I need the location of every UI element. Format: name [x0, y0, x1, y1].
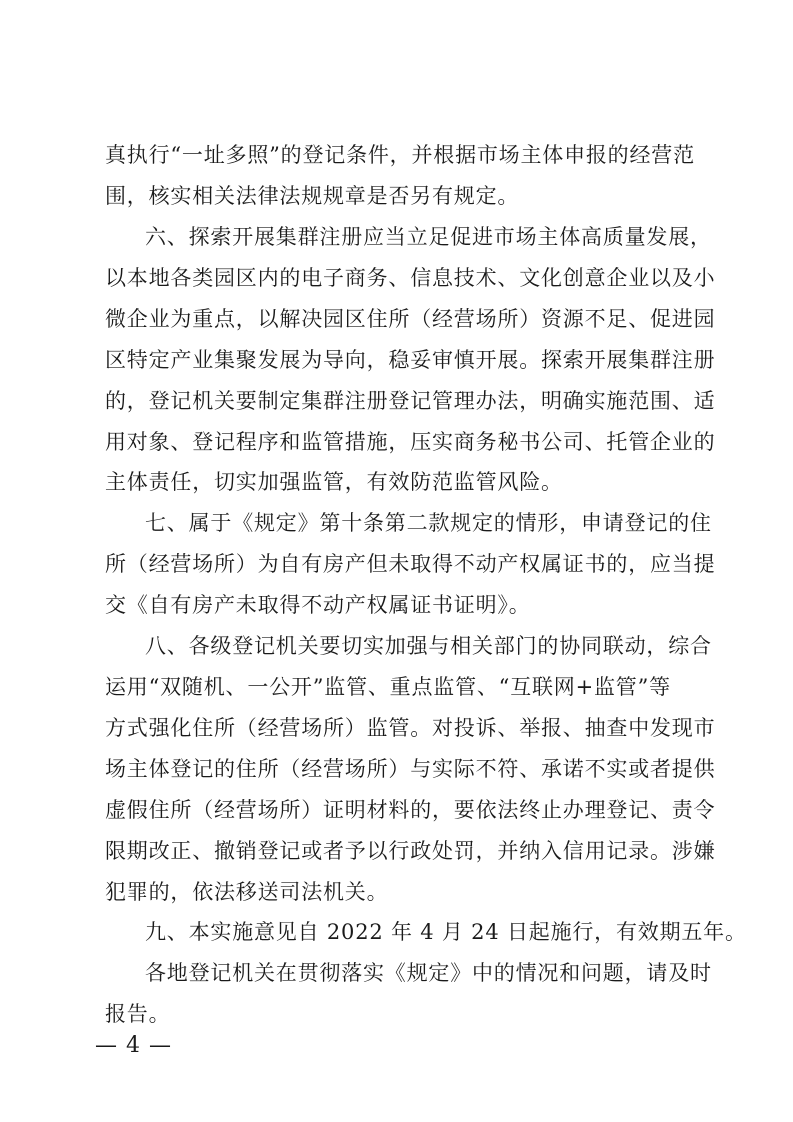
text-line: 交《自有房产未取得不动产权属证书证明》。 — [105, 593, 531, 617]
paragraph-nine: 九、本实施意见自 2022 年 4 月 24 日起施行，有效期五年。 — [145, 920, 747, 944]
text-line: 微企业为重点，以解决园区住所（经营场所）资源不足、促进园 — [105, 307, 716, 331]
text-line: 用对象、登记程序和监管措施，压实商务秘书公司、托管企业的 — [105, 430, 716, 454]
closing-paragraph-start: 各地登记机关在贯彻落实《规定》中的情况和问题，请及时 — [145, 961, 712, 985]
text-line: 报告。 — [105, 1002, 171, 1026]
text-line: 所（经营场所）为自有房产但未取得不动产权属证书的，应当提 — [105, 552, 716, 576]
paragraph-eight-start: 八、各级登记机关要切实加强与相关部门的协同联动，综合 — [145, 634, 712, 658]
text-line: 真执行“一址多照”的登记条件，并根据市场主体申报的经营范 — [105, 143, 695, 167]
text-line: 主体责任，切实加强监管，有效防范监管风险。 — [105, 470, 563, 494]
text-line: 围，核实相关法律法规规章是否另有规定。 — [105, 184, 520, 208]
text-line: 区特定产业集聚发展为导向，稳妥审慎开展。探索开展集群注册 — [105, 348, 716, 372]
text-line: 以本地各类园区内的电子商务、信息技术、文化创意企业以及小 — [105, 266, 716, 290]
text-line: 的，登记机关要制定集群注册登记管理办法，明确实施范围、适 — [105, 389, 716, 413]
text-line: 犯罪的，依法移送司法机关。 — [105, 880, 389, 904]
text-line: 限期改正、撤销登记或者予以行政处罚，并纳入信用记录。涉嫌 — [105, 839, 716, 863]
text-line: 场主体登记的住所（经营场所）与实际不符、承诺不实或者提供 — [105, 757, 716, 781]
paragraph-six-start: 六、探索开展集群注册应当立足促进市场主体高质量发展， — [145, 225, 712, 249]
text-line: 方式强化住所（经营场所）监管。对投诉、举报、抽查中发现市 — [105, 716, 716, 740]
paragraph-seven-start: 七、属于《规定》第十条第二款规定的情形，申请登记的住 — [145, 511, 712, 535]
text-line: 运用“双随机、一公开”监管、重点监管、“互联网+监管”等 — [105, 675, 671, 699]
page-number: — 4 — — [95, 1033, 172, 1058]
text-line: 虚假住所（经营场所）证明材料的，要依法终止办理登记、责令 — [105, 798, 716, 822]
